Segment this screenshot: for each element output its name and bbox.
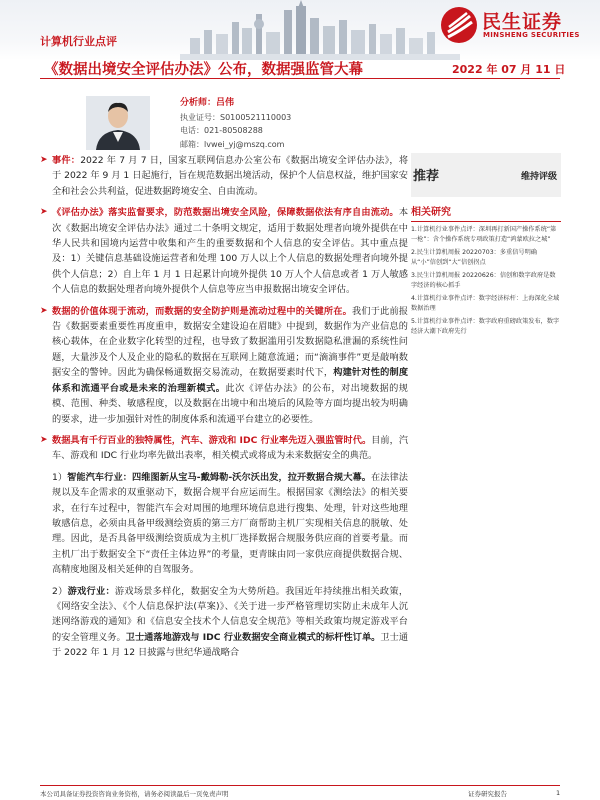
- minsheng-logo: [440, 6, 590, 44]
- paragraph-data-value: [40, 304, 408, 427]
- paragraph-event: [40, 153, 408, 199]
- industries-lead: 数据具有千行百业的独特属性，汽车、游戏和 IDC 行业率先迈入强监管时代。: [52, 434, 372, 446]
- related-item[interactable]: 1.计算机行业事件点评：深圳再打新国产操作系统“第一枪”：含个操作系统专项政策打造“鸿蒙欧拉之城”: [411, 226, 557, 243]
- header-banner: [0, 0, 600, 60]
- page-number: 1: [556, 789, 561, 797]
- footer-disclaimer: 本公司具备证券投资咨询业务资格，请务必阅读最后一页免责声明: [40, 790, 229, 798]
- data-value-text: 我们于此前报告《数据要素重要性再度重申，数据安全建设迫在眉睫》中提到，数据作为产业信息的核心载体，在企业数字化转型的过程，也导致了数据滥用引发数据隐私泄漏的系统性问题，大量涉及个人及企业的隐私的数据在互联网上随意流通；而“滴滴事件”更是敲响数据安全的警钟。因此为确保畅通数据交易流动，在数据要素时代下，: [52, 305, 409, 379]
- gaming-text: 游戏场景多样化，数据安全为大势所趋。我国近年持续推出相关政策，《网络安全法》、《个人信息保护法(草案)》、《关于进一步严格管理切实防止未成年人沉迷网络游戏的通知》和《信息安全技术个人信息安全规范》等相关政策均规定游戏平台的安全管理义务。: [52, 585, 409, 643]
- analyst-label: 分析师：: [180, 98, 217, 108]
- paragraph-regulation: [40, 205, 408, 297]
- analyst-photo: [86, 96, 150, 150]
- paragraph-auto: [40, 470, 408, 578]
- data-value-text-2: 此次《评估办法》的公布，对出境数据的规模、范围、种类、敏感程度，以及数据在出境中和出境后的风险等方面均提出较为明确的要求，进一步加强针对性的制度体系和流通平台建立的必要性。: [52, 382, 408, 425]
- rating-value: 维持评级: [520, 172, 557, 182]
- logo-mark-icon: [440, 6, 478, 44]
- gaming-index: 2）: [52, 585, 68, 597]
- bullet-arrow-icon: ➤: [40, 155, 48, 165]
- paragraph-gaming: [40, 584, 408, 661]
- analyst-portrait-image: [86, 96, 150, 150]
- regulation-text: 本次《数据出境安全评估办法》通过二十条明文规定，适用于数据处理者向境外提供在中华人民共和国境内运营中收集和产生的重要数据和个人信息的安全评估。其中重点提及：1）关键信息基础设施运营者和处理 100 万人以上个人信息的数据处理者向境外提供个人信息；2）自上年 1 月 1 日起累计向境外提供 10 万人个人信息或者 1 万人敏感个人信息的数据处理者向境外提供个人信息等应当申报数据出境安全评估。: [52, 207, 408, 296]
- related-item[interactable]: 2.民生计算机周报 20220703：多重信号明确从“小”信创到“大”信创拐点: [411, 249, 537, 266]
- footer-divider: [40, 785, 560, 786]
- data-value-lead: 数据的价值体现于流动，而数据的安全防护则是流动过程中的关键所在。: [52, 305, 352, 317]
- city-skyline-image: [180, 0, 460, 60]
- related-research-title: 相关研究: [411, 203, 561, 222]
- sidebar: [411, 153, 561, 340]
- gaming-bold: 游戏行业：: [67, 585, 115, 597]
- document-type: 计算机行业点评: [40, 35, 117, 48]
- analyst-name: 吕伟: [216, 98, 235, 108]
- analyst-cert: 执业证号：S0100521110003: [180, 112, 292, 122]
- auto-bold: 智能汽车行业：四维图新从宝马-戴姆勒-沃尔沃出发，拉开数据合规大幕。: [67, 471, 372, 483]
- gaming-bold-2: 卫士通落地游戏与 IDC 行业数据安全商业模式的标杆性订单。: [125, 631, 381, 643]
- footer-report-type: 证券研究报告: [468, 790, 507, 798]
- bullet-arrow-icon: ➤: [40, 305, 48, 316]
- analyst-phone: 电话：021-80508288: [180, 126, 263, 135]
- analyst-email[interactable]: 邮箱：lvwei_yj@mszq.com: [180, 139, 285, 149]
- event-lead: 事件：: [52, 155, 81, 166]
- regulation-lead: 《评估办法》落实监督要求，防范数据出境安全风险，保障数据依法有序自由流动。: [52, 207, 399, 219]
- report-date: 2022 年 07 月 11 日: [452, 63, 566, 76]
- title-divider: [40, 78, 560, 79]
- related-item[interactable]: 5.计算机行业事件点评：数字政府重磅政策发布，数字经济大潮下政府先行: [411, 318, 560, 335]
- related-item[interactable]: 4.计算机行业事件点评：数字经济标杆：上海深化全域数据治理: [411, 295, 560, 312]
- related-item[interactable]: 3.民生计算机周报 20220626：信创和数字政府是数字经济的核心抓手: [411, 272, 556, 289]
- event-text: 2022 年 7 月 7 日，国家互联网信息办公室公布《数据出境安全评估办法》，将于 2022 年 9 月 1 日起施行，旨在规范数据出境活动，保护个人信息权益，维护国家安全和社会公共利益，促进数据跨境安全、自由流动。: [52, 155, 409, 197]
- analyst-info: [180, 96, 291, 151]
- paragraph-industries: [40, 433, 408, 464]
- data-value-bold: 构建针对性的制度体系和流通平台或是未来的治理新模式。: [52, 367, 409, 394]
- auto-text: 在法律法规以及车企需求的双重驱动下，数据合规平台应运而生。根据国家《测绘法》的相关要求，在行车过程中，智能汽车会对周围的地理环境信息进行搜集、处理，针对这些地理敏感信息，必须由具备甲级测绘资质的第三方厂商帮助主机厂实现相关信息的脱敏、处理。因此，是否具备甲级测绘资质成为主机厂选择数据合规服务供应商的首要考量。而主机厂出于数据安全下“责任主体边界”的考量，更青睐由同一家供应商提供数据合规、高精度地图及相关延伸的自驾服务。: [52, 471, 408, 576]
- logo-chinese-text: 民生证券: [482, 11, 563, 33]
- bullet-arrow-icon: ➤: [40, 434, 48, 445]
- related-research-list: [411, 225, 561, 337]
- logo-english-text: MINSHENG SECURITIES: [483, 31, 580, 39]
- bullet-arrow-icon: ➤: [40, 207, 48, 218]
- rating-label: 推荐: [413, 169, 440, 184]
- main-content: [40, 153, 408, 667]
- report-title: 《数据出境安全评估办法》公布，数据强监管大幕: [44, 62, 363, 78]
- rating-box: [411, 153, 561, 197]
- auto-index: 1）: [52, 471, 68, 483]
- industries-text: 目前，汽车、游戏和 IDC 行业均率先做出表率，相关模式或将成为未来数据安全的典范。: [52, 434, 409, 462]
- gaming-text-2: 卫士通于 2022 年 1 月 12 日披露与世纪华通战略合: [52, 631, 409, 659]
